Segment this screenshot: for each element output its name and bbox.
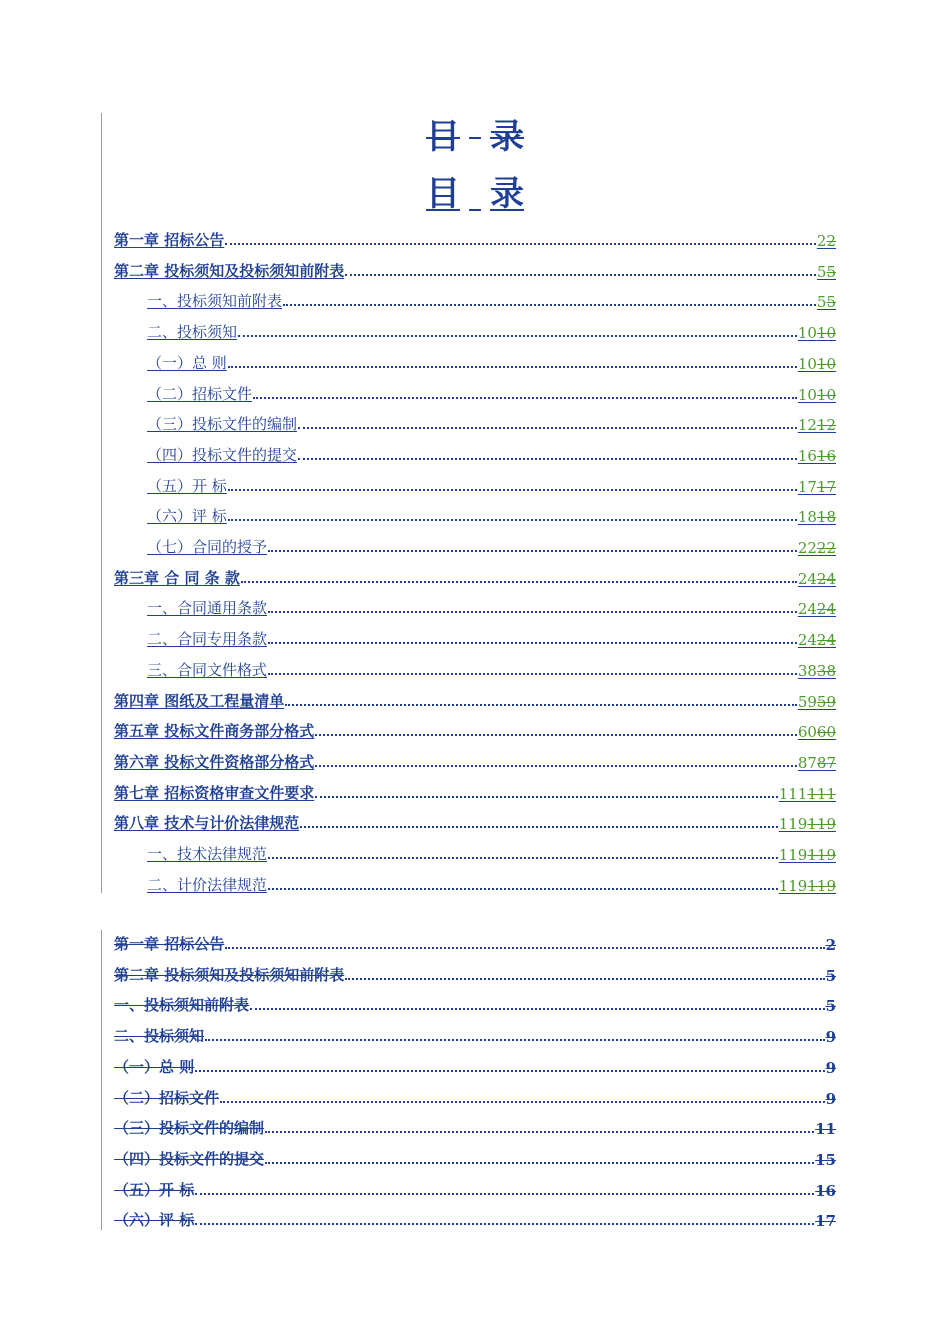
toc-entry-label: 二、计价法律规范 — [147, 875, 268, 894]
page-number-deleted: 87 — [816, 753, 836, 772]
toc-entry-label: （三）投标文件的编制 — [147, 415, 298, 434]
page-number-deleted: 10 — [816, 324, 836, 343]
toc-entry[interactable] — [147, 840, 836, 864]
toc-entry-deleted[interactable] — [114, 1053, 836, 1077]
page-number-deleted: 60 — [816, 723, 836, 742]
toc-page-number — [798, 324, 836, 342]
page-number-deleted: 119 — [807, 846, 836, 864]
toc-entry[interactable] — [114, 779, 836, 803]
toc-entry[interactable] — [114, 564, 836, 588]
toc-entry-label: 一、投标须知前附表 — [114, 996, 250, 1015]
page-number-inserted: 87 — [797, 753, 817, 772]
toc-leader-dots — [225, 243, 816, 245]
page-number-deleted: 10 — [816, 385, 836, 404]
toc-page-number: 15 — [815, 1150, 836, 1169]
toc-page-number — [798, 723, 836, 741]
page-number-inserted: 24 — [797, 600, 817, 619]
toc-entry-label: 二、合同专用条款 — [147, 630, 268, 649]
toc-page-number — [817, 263, 836, 281]
toc-title-inserted — [0, 174, 950, 214]
toc-page-number: 5 — [825, 997, 836, 1016]
toc-leader-dots — [268, 642, 797, 644]
title-char-2: 录 — [490, 117, 524, 157]
page-number-deleted: 111 — [807, 784, 836, 803]
toc-leader-dots — [250, 1008, 825, 1010]
toc-entry-label: 第五章 投标文件商务部分格式 — [114, 722, 315, 741]
page-number-deleted: 119 — [807, 876, 836, 895]
toc-entry[interactable] — [147, 472, 836, 496]
page-number-inserted: 16 — [797, 446, 817, 465]
toc-page-number — [798, 754, 836, 772]
page-number-inserted: 111 — [778, 784, 808, 803]
toc-entry-label: 第四章 图纸及工程量清单 — [114, 691, 285, 710]
toc-leader-dots — [268, 888, 778, 890]
toc-leader-dots — [315, 734, 797, 736]
toc-leader-dots — [238, 335, 797, 337]
toc-entry[interactable] — [114, 748, 836, 772]
toc-entry-label: 第一章 招标公告 — [114, 231, 225, 249]
change-bar-bottom — [101, 930, 102, 1230]
toc-entry[interactable] — [114, 226, 836, 250]
page-number-inserted: 119 — [778, 876, 808, 895]
page-number-deleted: 5 — [826, 293, 836, 312]
toc-entry-label: 第八章 技术与计价法律规范 — [114, 814, 300, 833]
toc-title-deleted — [0, 117, 950, 157]
toc-page-number — [779, 846, 836, 864]
toc-leader-dots — [345, 978, 824, 980]
page-number-deleted: 5 — [826, 262, 836, 281]
toc-entry-label: 二、投标须知 — [147, 323, 238, 342]
page-number-inserted: 24 — [797, 569, 817, 588]
toc-entry[interactable] — [147, 533, 836, 557]
toc-entry-label: （三）投标文件的编制 — [114, 1119, 265, 1138]
page-number-inserted: 12 — [797, 416, 817, 435]
title-gap — [460, 174, 490, 214]
toc-leader-dots — [195, 1223, 814, 1225]
toc-leader-dots — [265, 1162, 814, 1164]
page-number-inserted: 18 — [797, 508, 817, 527]
toc-entry-label: 第七章 招标资格审查文件要求 — [114, 783, 315, 802]
toc-entry[interactable] — [147, 594, 836, 618]
toc-leader-dots — [283, 304, 816, 306]
page-number-inserted: 59 — [797, 692, 817, 711]
toc-page-number — [798, 478, 836, 496]
toc-entry[interactable] — [114, 687, 836, 711]
toc-page-number: 9 — [825, 1089, 836, 1108]
toc-page-number — [798, 355, 836, 373]
toc-entry[interactable] — [147, 380, 836, 404]
toc-entry-deleted[interactable] — [114, 1145, 836, 1169]
toc-leader-dots — [228, 366, 797, 368]
toc-entry-label: 二、投标须知 — [114, 1027, 205, 1046]
toc-page-number — [798, 600, 836, 618]
toc-leader-dots — [268, 550, 797, 552]
toc-entry-label: （一）总 则 — [114, 1057, 195, 1076]
toc-leader-dots — [268, 857, 778, 859]
page-number-deleted: 22 — [816, 539, 836, 557]
toc-entry-label: （四）投标文件的提交 — [147, 445, 298, 464]
toc-page-number — [798, 662, 836, 680]
toc-page-number — [798, 386, 836, 404]
toc-leader-dots — [195, 1193, 814, 1195]
toc-entry[interactable] — [114, 257, 836, 281]
toc-page-number — [779, 785, 836, 803]
toc-entry-label: （五）开 标 — [147, 476, 227, 495]
toc-leader-dots — [220, 1101, 825, 1103]
page-number-inserted: 119 — [778, 846, 808, 864]
toc-page-number: 9 — [825, 1058, 836, 1077]
toc-page-number: 2 — [825, 936, 836, 954]
title-gap — [460, 117, 490, 157]
page-number-deleted: 24 — [816, 569, 836, 588]
toc-leader-dots — [315, 796, 777, 798]
toc-page-number: 9 — [825, 1028, 836, 1047]
toc-entry[interactable] — [147, 502, 836, 526]
toc-entry[interactable] — [147, 318, 836, 342]
toc-entry[interactable] — [147, 349, 836, 373]
toc-leader-dots — [253, 397, 797, 399]
toc-leader-dots — [195, 1070, 824, 1072]
page-number-deleted: 2 — [826, 232, 836, 250]
page-number-inserted: 60 — [797, 723, 817, 742]
page-number-deleted: 18 — [816, 508, 836, 527]
toc-page-number: 5 — [825, 966, 836, 985]
toc-leader-dots — [298, 458, 797, 460]
toc-entry-label: 一、合同通用条款 — [147, 599, 268, 618]
toc-entry-deleted[interactable] — [114, 1084, 836, 1108]
toc-page-number — [817, 232, 836, 250]
toc-entry-deleted[interactable] — [114, 1114, 836, 1138]
toc-entry[interactable] — [114, 809, 836, 833]
toc-entry-label: （五）开 标 — [114, 1180, 195, 1199]
toc-entry-label: （一）总 则 — [147, 353, 227, 372]
toc-entry-deleted[interactable] — [114, 1176, 836, 1200]
toc-leader-dots — [205, 1039, 825, 1041]
toc-leader-dots — [228, 519, 797, 521]
page-number-inserted: 5 — [816, 293, 827, 312]
toc-leader-dots — [268, 673, 797, 675]
toc-leader-dots — [228, 489, 797, 491]
page-number-inserted: 38 — [797, 661, 817, 680]
toc-leader-dots — [268, 611, 797, 613]
toc-leader-dots — [300, 826, 777, 828]
toc-entry[interactable] — [147, 441, 836, 465]
change-bar-top — [101, 113, 102, 893]
toc-leader-dots — [265, 1131, 814, 1133]
page-number-inserted: 2 — [816, 232, 827, 250]
toc-entry[interactable] — [147, 287, 836, 311]
page-number-deleted: 38 — [816, 661, 836, 680]
toc-entry-label: （六）评 标 — [147, 507, 227, 526]
toc-page-number: 17 — [815, 1212, 836, 1231]
toc-entry-label: 第二章 投标须知及投标须知前附表 — [114, 261, 345, 280]
page-number-inserted: 10 — [797, 385, 817, 404]
toc-page-number — [798, 693, 836, 711]
toc-entry-label: （四）投标文件的提交 — [114, 1149, 265, 1168]
page-number-inserted: 22 — [797, 539, 817, 557]
toc-entry-deleted[interactable] — [114, 930, 836, 954]
page-number-inserted: 17 — [797, 477, 817, 496]
toc-leader-dots — [315, 765, 797, 767]
toc-entry-deleted[interactable] — [114, 1022, 836, 1046]
toc-leader-dots — [345, 274, 816, 276]
toc-page-number — [779, 877, 836, 895]
toc-entry-label: （六）评 标 — [114, 1211, 195, 1230]
toc-page-number: 16 — [815, 1181, 836, 1200]
toc-entry[interactable] — [147, 625, 836, 649]
toc-entry-deleted[interactable] — [114, 991, 836, 1015]
toc-page-number — [798, 539, 836, 557]
toc-page-number — [798, 631, 836, 649]
toc-page-number — [779, 815, 836, 833]
toc-leader-dots — [285, 704, 797, 706]
toc-entry-label: 第六章 投标文件资格部分格式 — [114, 752, 315, 771]
toc-entry-label: 第三章 合 同 条 款 — [114, 568, 240, 587]
page-number-deleted: 24 — [816, 600, 836, 619]
title-char-2: 录 — [490, 174, 524, 214]
toc-entry-label: （七）合同的授予 — [147, 538, 268, 556]
title-char-1: 目 — [426, 174, 460, 214]
toc-leader-dots — [225, 947, 824, 949]
toc-leader-dots — [241, 581, 797, 583]
title-char-1: 目 — [426, 117, 460, 157]
toc-entry-label: （二）招标文件 — [114, 1088, 220, 1107]
toc-entry-deleted[interactable] — [114, 961, 836, 985]
toc-leader-dots — [298, 427, 797, 429]
page-number-inserted: 10 — [797, 354, 817, 373]
toc-entry[interactable] — [114, 717, 836, 741]
toc-page-number — [817, 293, 836, 311]
toc-page-number: 11 — [815, 1120, 836, 1139]
page-number-deleted: 17 — [816, 477, 836, 496]
page-number-deleted: 119 — [807, 815, 836, 834]
toc-entry[interactable] — [147, 410, 836, 434]
page-number-deleted: 10 — [816, 354, 836, 373]
toc-page-number — [798, 447, 836, 465]
toc-entry[interactable] — [147, 656, 836, 680]
toc-page-number — [798, 508, 836, 526]
toc-entry-label: 一、投标须知前附表 — [147, 292, 283, 311]
toc-page-number — [798, 570, 836, 588]
page-number-deleted: 16 — [816, 446, 836, 465]
page-number-inserted: 5 — [816, 262, 827, 281]
page-number-deleted: 59 — [816, 692, 836, 711]
toc-entry-label: 第二章 投标须知及投标须知前附表 — [114, 965, 345, 984]
toc-entry-label: 三、合同文件格式 — [147, 660, 268, 679]
page-number-deleted: 12 — [816, 416, 836, 435]
page-number-inserted: 10 — [797, 324, 817, 343]
page-number-inserted: 119 — [778, 815, 808, 834]
toc-entry-label: （二）招标文件 — [147, 384, 253, 403]
page-number-deleted: 24 — [816, 631, 836, 650]
page-number-inserted: 24 — [797, 631, 817, 650]
toc-entry[interactable] — [147, 871, 836, 895]
toc-entry-label: 第一章 招标公告 — [114, 935, 225, 953]
toc-page-number — [798, 416, 836, 434]
toc-entry-label: 一、技术法律规范 — [147, 845, 268, 863]
toc-entry-deleted[interactable] — [114, 1206, 836, 1230]
